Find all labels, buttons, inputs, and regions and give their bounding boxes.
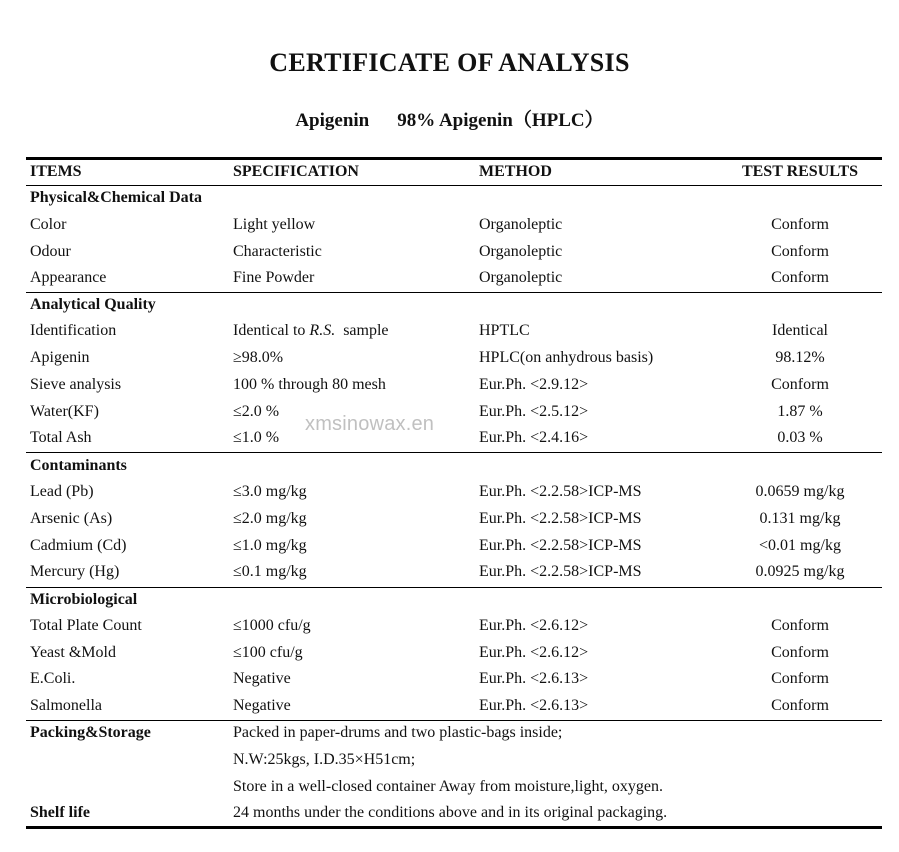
table-row [26, 537, 882, 561]
table-row [26, 483, 882, 507]
spec-prefix: Identical to [233, 322, 310, 339]
packing-line: Packed in paper-drums and two plastic-bags inside; [233, 724, 563, 741]
row-spec: ≤2.0 mg/kg [233, 510, 307, 527]
row-spec: ≤2.0 % [233, 403, 280, 420]
row-item: Appearance [30, 269, 107, 286]
product-subtitle [0, 105, 899, 132]
row-item: Total Plate Count [30, 617, 142, 634]
table-row [26, 243, 882, 267]
row-method: Eur.Ph. <2.6.12> [479, 644, 589, 661]
packing-storage-row [26, 751, 882, 775]
header-test-results: TEST RESULTS [741, 163, 859, 180]
row-method: Eur.Ph. <2.6.12> [479, 617, 589, 634]
row-item: Yeast &Mold [30, 644, 116, 661]
row-method: Eur.Ph. <2.6.13> [479, 697, 589, 714]
row-result: Conform [771, 243, 829, 260]
row-method: Eur.Ph. <2.2.58>ICP-MS [479, 510, 642, 527]
row-method: HPLC(on anhydrous basis) [479, 349, 654, 366]
row-method: Eur.Ph. <2.5.12> [479, 403, 589, 420]
row-method: Eur.Ph. <2.9.12> [479, 376, 589, 393]
row-result: Conform [771, 216, 829, 233]
row-item: Total Ash [30, 429, 92, 446]
spec-suffix: sample [335, 322, 389, 339]
row-method: Organoleptic [479, 269, 563, 286]
row-spec: ≤1000 cfu/g [233, 617, 311, 634]
row-result: 98.12% [775, 349, 825, 366]
table-row [26, 376, 882, 400]
table-row [26, 697, 882, 721]
table-row [26, 216, 882, 240]
row-method: Eur.Ph. <2.6.13> [479, 670, 589, 687]
row-result: Conform [771, 670, 829, 687]
product-name: Apigenin [295, 110, 370, 131]
row-item: Odour [30, 243, 71, 260]
row-item: E.Coli. [30, 670, 76, 687]
document-title: CERTIFICATE OF ANALYSIS [269, 48, 630, 77]
row-method: HPTLC [479, 322, 530, 339]
row-result: Conform [771, 617, 829, 634]
row-item: Arsenic (As) [30, 510, 113, 527]
spec-reference-standard: R.S. [309, 322, 336, 339]
row-spec: Characteristic [233, 243, 322, 260]
row-item: Identification [30, 322, 117, 339]
packing-storage-row [26, 724, 882, 748]
section-title: Microbiological [30, 591, 138, 608]
section-contaminants [26, 457, 882, 481]
section-title: Analytical Quality [30, 296, 156, 313]
row-method: Eur.Ph. <2.2.58>ICP-MS [479, 537, 642, 554]
table-row [26, 670, 882, 694]
product-spec: 98% Apigenin（HPLC） [397, 110, 604, 131]
table-row [26, 349, 882, 373]
table-row [26, 322, 882, 346]
row-item: Water(KF) [30, 403, 99, 420]
row-item: Lead (Pb) [30, 483, 94, 500]
row-result: 0.03 % [777, 429, 823, 446]
table-top-rule [26, 157, 882, 160]
row-spec: ≤1.0 mg/kg [233, 537, 307, 554]
table-row [26, 403, 882, 427]
shelf-life-row [26, 804, 882, 828]
row-result: Conform [771, 644, 829, 661]
table-row [26, 429, 882, 453]
shelf-life-label: Shelf life [30, 804, 90, 821]
row-spec: ≤3.0 mg/kg [233, 483, 307, 500]
packing-line: Store in a well-closed container Away from moisture,light, oxygen. [233, 778, 663, 795]
packing-label: Packing&Storage [30, 724, 151, 741]
row-method: Eur.Ph. <2.2.58>ICP-MS [479, 483, 642, 500]
row-method: Eur.Ph. <2.4.16> [479, 429, 589, 446]
row-method: Eur.Ph. <2.2.58>ICP-MS [479, 563, 642, 580]
table-row [26, 510, 882, 534]
row-spec: ≤1.0 % [233, 429, 280, 446]
row-spec: Negative [233, 670, 291, 687]
row-result: Conform [771, 376, 829, 393]
row-result: 0.131 mg/kg [759, 510, 841, 527]
section-title: Contaminants [30, 457, 127, 474]
watermark: xmsinowax.en [305, 413, 435, 435]
row-item: Salmonella [30, 697, 102, 714]
row-spec: Negative [233, 697, 291, 714]
row-result: 0.0659 mg/kg [755, 483, 845, 500]
section-analytical [26, 296, 882, 320]
section-physical [26, 189, 882, 213]
row-method: Organoleptic [479, 216, 563, 233]
row-item: Color [30, 216, 67, 233]
row-result: <0.01 mg/kg [759, 537, 841, 554]
row-spec: Light yellow [233, 216, 316, 233]
row-result: Conform [771, 697, 829, 714]
section-rule [26, 720, 882, 721]
row-spec: 100 % through 80 mesh [233, 376, 386, 393]
row-result: Conform [771, 269, 829, 286]
header-rule [26, 185, 882, 186]
row-spec: Fine Powder [233, 269, 315, 286]
section-rule [26, 452, 882, 453]
row-result: 0.0925 mg/kg [755, 563, 845, 580]
row-spec: ≤100 cfu/g [233, 644, 303, 661]
section-title: Physical&Chemical Data [30, 189, 202, 206]
header-items: ITEMS [30, 163, 82, 180]
row-spec [233, 322, 389, 340]
row-item: Cadmium (Cd) [30, 537, 127, 554]
table-row [26, 563, 882, 587]
header-method: METHOD [479, 163, 552, 180]
packing-line: N.W:25kgs, I.D.35×H51cm; [233, 751, 416, 768]
row-item: Apigenin [30, 349, 90, 366]
shelf-life-text: 24 months under the conditions above and in its original packaging. [233, 804, 668, 821]
header-specification: SPECIFICATION [233, 163, 359, 180]
section-rule [26, 587, 882, 588]
table-row [26, 269, 882, 293]
table-row [26, 617, 882, 641]
table-row [26, 644, 882, 668]
row-method: Organoleptic [479, 243, 563, 260]
row-item: Mercury (Hg) [30, 563, 120, 580]
row-item: Sieve analysis [30, 376, 122, 393]
row-result: 1.87 % [777, 403, 823, 420]
section-microbiological [26, 591, 882, 615]
table-header [26, 163, 882, 187]
row-result: Identical [772, 322, 828, 339]
packing-storage-row [26, 778, 882, 802]
table-bottom-rule [26, 826, 882, 829]
row-spec: ≤0.1 mg/kg [233, 563, 307, 580]
row-spec: ≥98.0% [233, 349, 284, 366]
section-rule [26, 292, 882, 293]
